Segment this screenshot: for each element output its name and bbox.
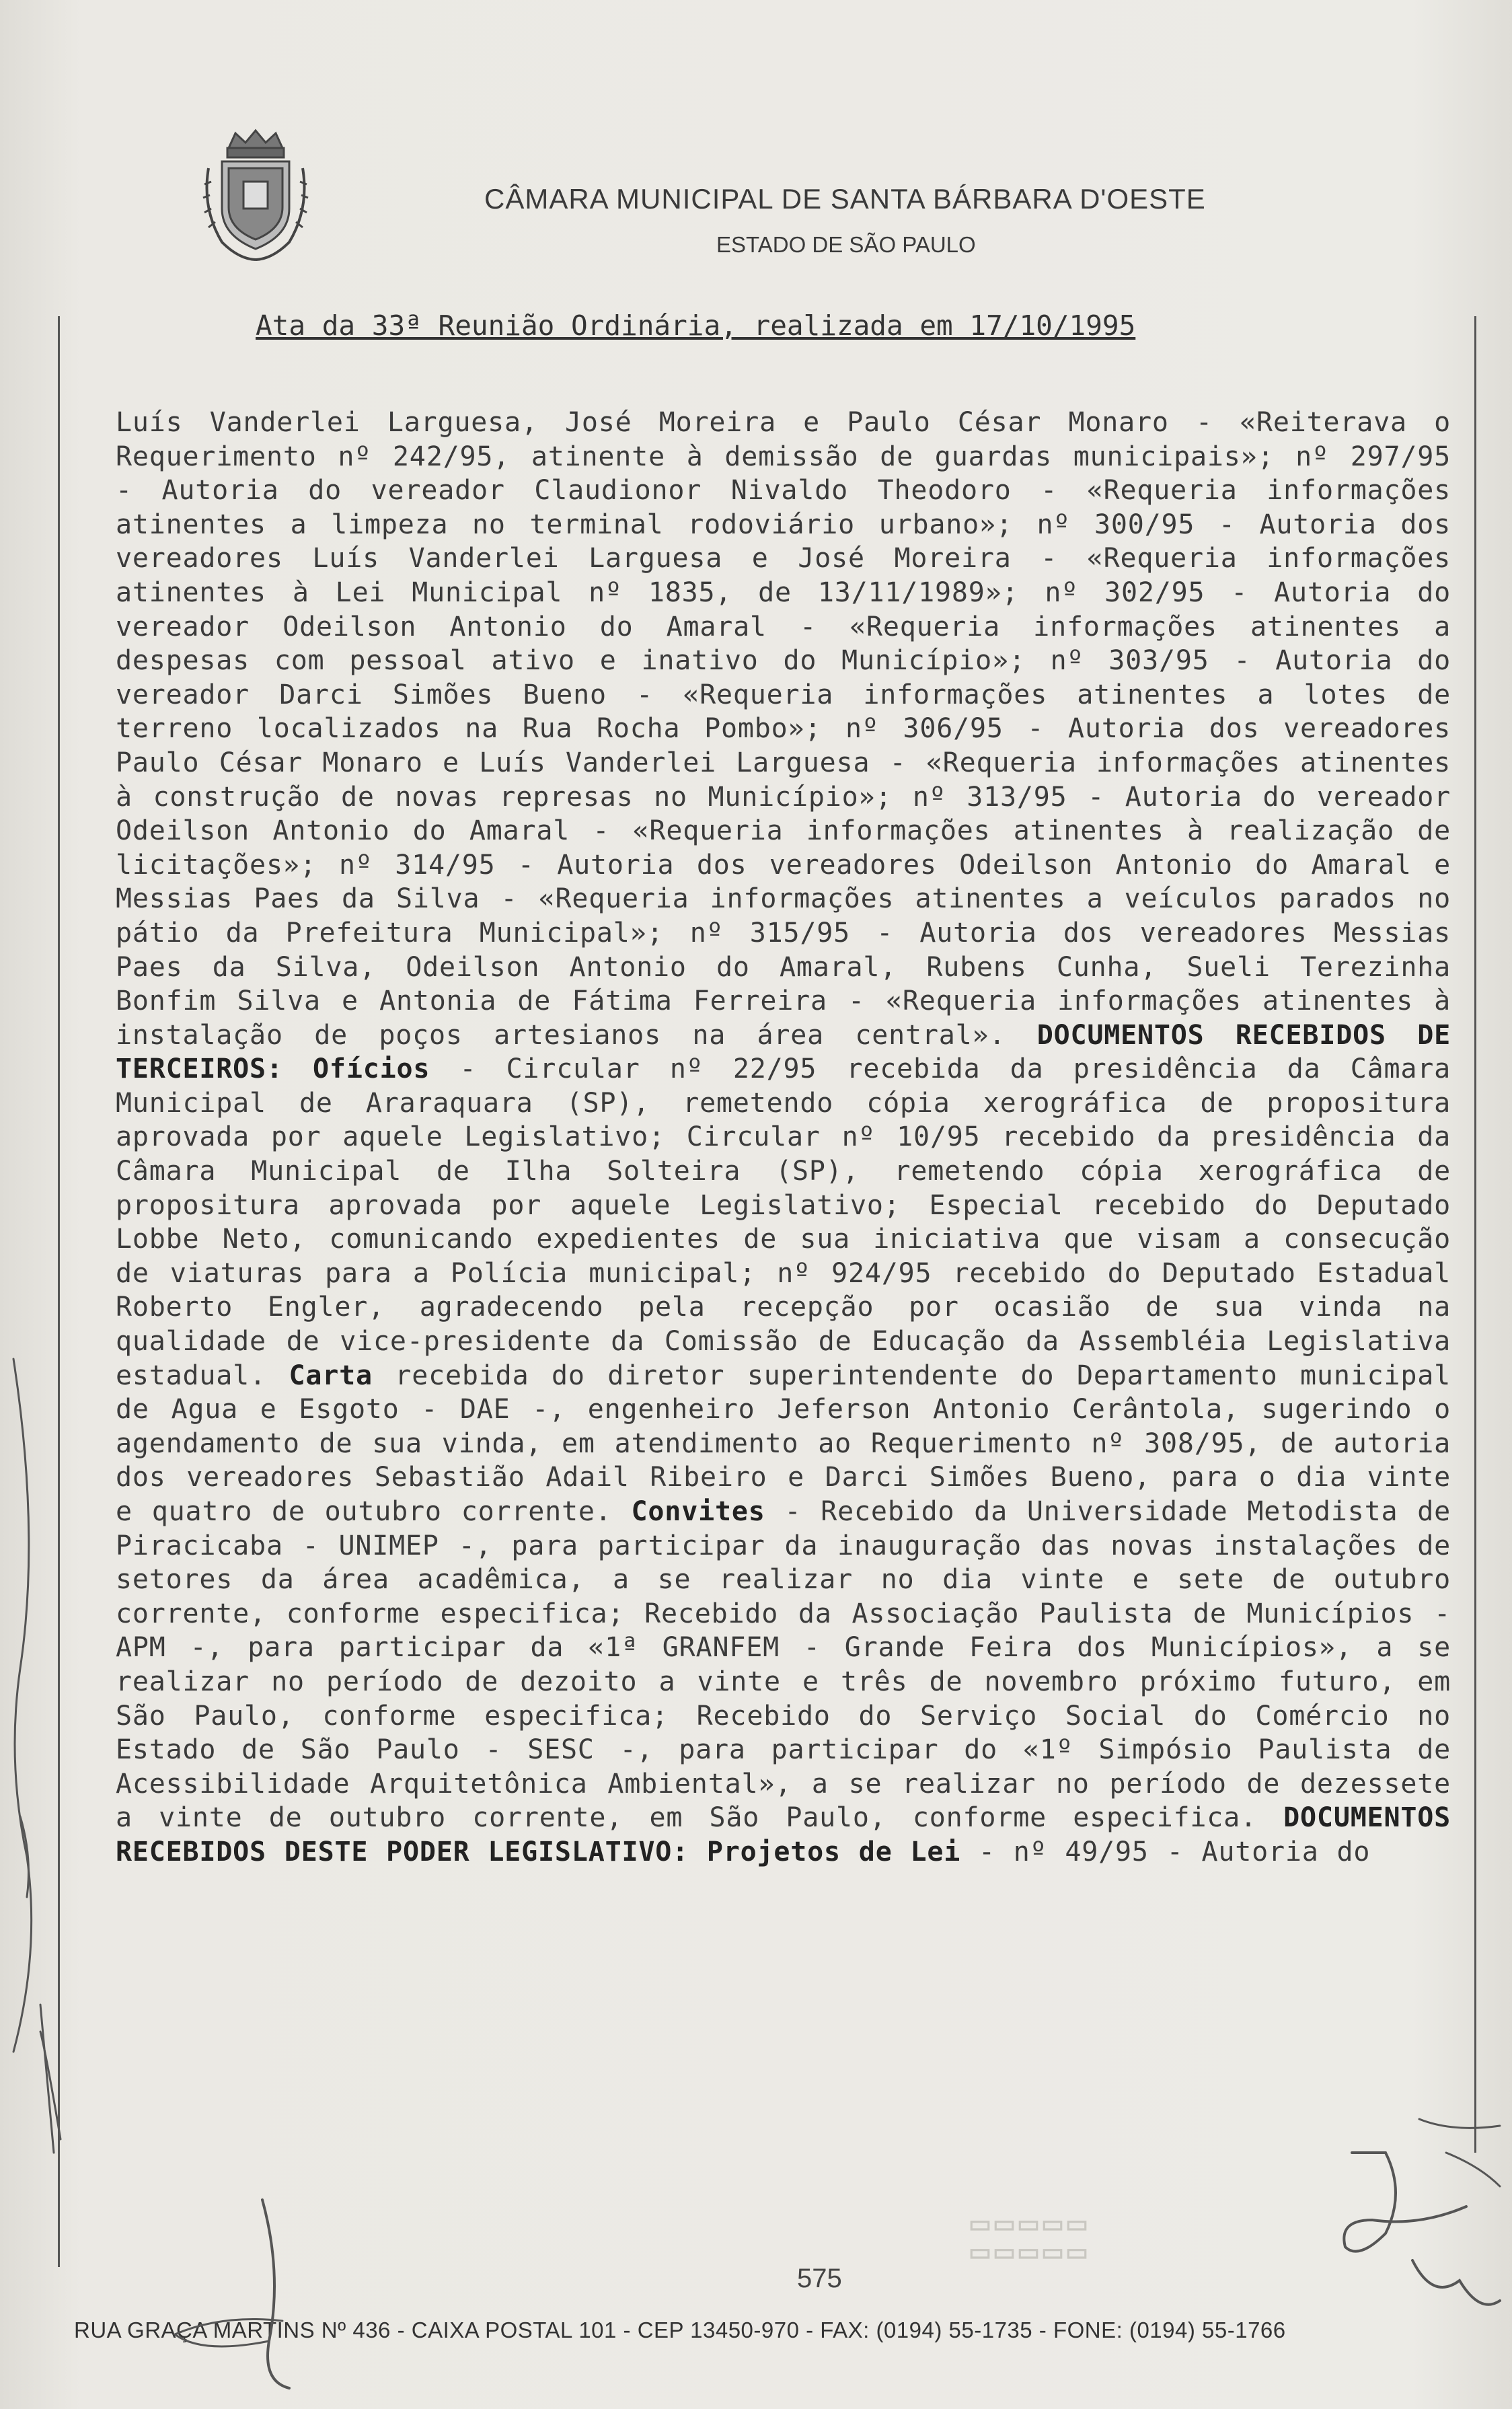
body-text-segment: Luís Vanderlei Larguesa, José Moreira e Paulo César Monaro - «Reiterava o Requerimento nº 242/95, atinente à demissão de guardas municipais»; nº 297/95 - Autoria do vereador Claudionor Nivaldo Theodoro - «Requeria informações atinentes a limpeza no terminal rodoviário urbano»; nº 300/95 - Autoria dos vereadores Luís Vanderlei Larguesa e José Moreira - «Requeria informações atinentes à Lei Municipal nº 1835, de 13/11/1989»; nº 302/95 - Autoria do vereador Odeilson Antonio do Amaral - «Requeria informações atinentes a despesas com pessoal ativo e inativo do Município»; nº 303/95 - Autoria do vereador Darci Simões Bueno - «Requeria informações atinentes a lotes de terreno localizados na Rua Rocha Pombo»; nº 306/95 - Autoria dos vereadores Paulo César Monaro e Luís Vanderlei Larguesa - «Requeria informações atinentes à construção de novas represas no Município»; nº 313/95 - Autoria do vereador Odeilson Antonio do Amaral - «Requeria informações atinentes à realização de licitações»; nº 314/95 - Autoria dos vereadores Odeilson Antonio do Amaral e Messias Paes da Silva - «Requeria informações atinentes a veículos parados no pátio da Prefeitura Municipal»; nº 315/95 - Autoria dos vereadores Messias Paes da Silva, Odeilson Antonio do Amaral, Rubens Cunha, Sueli Terezinha Bonfim Silva e Antonia de Fátima Ferreira - «Requeria informações atinentes à instalação de poços artesianos na área central». [116,407,1451,1051]
left-margin-rule [58,316,60,2267]
minutes-title: Ata da 33ª Reunião Ordinária, realizada em 17/10/1995 [256,309,1136,342]
body-text-segment: - nº 49/95 - Autoria do [960,1836,1371,1867]
section-heading-convites: Convites [631,1496,765,1527]
body-text-segment: - Circular nº 22/95 recebida da presidência da Câmara Municipal de Araraquara (SP), remetendo cópia xerográfica de propositura aprovada por aquele Legislativo; Circular nº 10/95 recebido da presidência da Câmara Municipal de Ilha Solteira (SP), remetendo cópia xerográfica de propositura aprovada por aquele Legislativo; Especial recebido do Deputado Lobbe Neto, comunicando expedientes de sua iniciativa que visam a consecução de viaturas para a Polícia municipal; nº 924/95 recebido do Deputado Estadual Roberto Engler, agradecendo pela recepção por ocasião de sua vinda na qualidade de vice-presidente da Comissão de Educação da Assembléia Legislativa estadual. [116,1053,1451,1391]
right-margin-rule [1474,316,1476,2153]
page-number: 575 [797,2264,842,2293]
section-heading-documentos-legislativo: DOCUMENTOS RECEBIDOS DESTE PODER LEGISLATIVO: Projetos de Lei [116,1802,1451,1867]
section-heading-carta: Carta [289,1360,373,1391]
body-text-segment: recebida do diretor superintendente do Departamento municipal de Agua e Esgoto - DAE -, engenheiro Jeferson Antonio Cerântola, sugerindo o agendamento de sua vinda, em atendimento ao Requerimento nº 308/95, de autoria dos vereadores Sebastião Adail Ribeiro e Darci Simões Bueno, para o dia vinte e quatro de outubro corrente. [116,1360,1451,1527]
minutes-body [116,406,1451,1869]
body-text-segment: - Recebido da Universidade Metodista de Piracicaba - UNIMEP -, para participar da inauguração das novas instalações de setores da área acadêmica, a se realizar no dia vinte e sete de outubro corrente, conforme especifica; Recebido da Associação Paulista de Municípios - APM -, para participar da «1ª GRANFEM - Grande Feira dos Municípios», a se realizar no período de dezoito a vinte e três de novembro próximo futuro, em São Paulo, conforme especifica; Recebido do Serviço Social do Comércio no Estado de São Paulo - SESC -, para participar do «1º Simpósio Paulista de Acessibilidade Arquitetônica Ambiental», a se realizar no período de dezessete a vinte de outubro corrente, em São Paulo, conforme especifica. [116,1496,1451,1834]
state-name: ESTADO DE SÃO PAULO [716,232,976,257]
municipal-coat-of-arms-icon [202,128,309,262]
institution-name: CÂMARA MUNICIPAL DE SANTA BÁRBARA D'OESTE [484,183,1206,215]
show-through-stamp: ▭▭▭▭▭ ▭▭▭▭▭ [969,2214,1090,2270]
section-heading-documentos-terceiros: DOCUMENTOS RECEBIDOS DE TERCEIROS: Ofícios [116,1019,1451,1085]
footer-address: RUA GRAÇA MARTINS Nº 436 - CAIXA POSTAL 101 - CEP 13450-970 - FAX: (0194) 55-1735 - FONE: (0194) 55-1766 [74,2318,1286,2342]
